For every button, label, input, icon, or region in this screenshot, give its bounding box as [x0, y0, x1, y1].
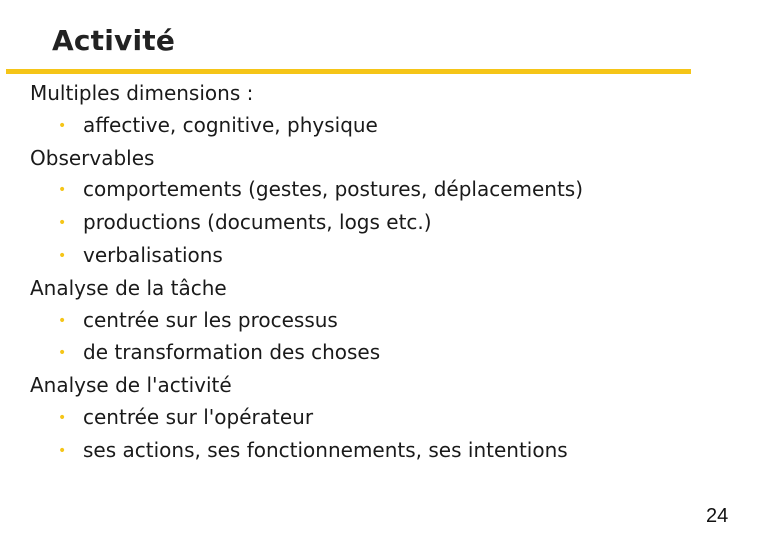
bullet-text: productions (documents, logs etc.): [83, 210, 432, 235]
bullet-text: ses actions, ses fonctionnements, ses intentions: [83, 437, 568, 462]
bullet-item: [30, 110, 750, 143]
slide-content: [30, 78, 750, 468]
bullet-icon: •: [58, 312, 67, 329]
section-heading: Analyse de l'activité: [30, 373, 232, 398]
bullet-icon: •: [58, 117, 67, 134]
bullet-item: [30, 174, 750, 207]
bullet-text: centrée sur l'opérateur: [83, 404, 314, 429]
bullet-text: comportements (gestes, postures, déplacements): [83, 177, 584, 202]
bullet-item: [30, 207, 750, 240]
bullet-icon: •: [58, 409, 67, 426]
bullet-item: [30, 305, 750, 338]
bullet-text: centrée sur les processus: [83, 307, 338, 332]
bullet-item: [30, 435, 750, 468]
bullet-icon: •: [58, 215, 67, 232]
section-heading: Multiples dimensions :: [30, 81, 254, 105]
title-underline: [6, 69, 691, 74]
section-heading: Analyse de la tâche: [30, 275, 227, 300]
page-number: 24: [706, 505, 729, 527]
bullet-item: [30, 402, 750, 435]
bullet-text: verbalisations: [83, 242, 223, 267]
slide-title: Activité: [52, 24, 176, 57]
bullet-icon: •: [58, 345, 67, 362]
section-heading: Observables: [30, 145, 155, 170]
bullet-item: [30, 240, 750, 273]
bullet-icon: •: [58, 442, 67, 459]
bullet-icon: •: [58, 247, 67, 264]
bullet-text: affective, cognitive, physique: [83, 112, 378, 137]
bullet-text: de transformation des choses: [83, 340, 381, 365]
bullet-icon: •: [58, 182, 67, 199]
bullet-item: [30, 337, 750, 370]
